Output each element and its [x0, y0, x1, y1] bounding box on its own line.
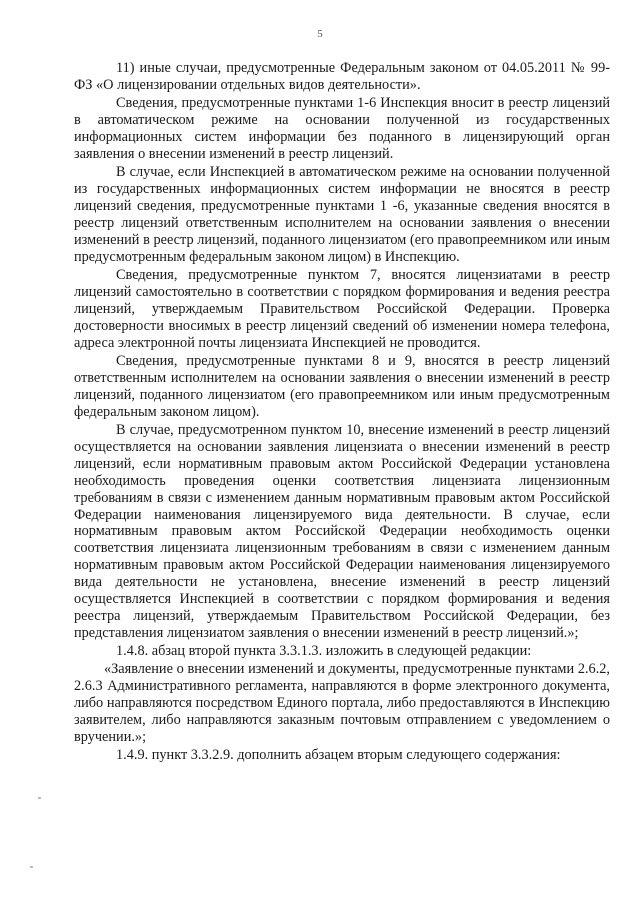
paragraph: Сведения, предусмотренные пунктом 7, вносятся лицензиатами в реестр лицензий самостоятельно в соответствии с порядком формирования и ведения реестра лицензий, утверждаемым Правительством Российской Федерации. Проверка достоверности вносимых в реестр лицензий сведений об изменении номера телефона, адреса электронной почты лицензиата Инспекцией не проводится.: [74, 267, 610, 351]
paragraph: В случае, предусмотренном пунктом 10, внесение изменений в реестр лицензий осуществляется на основании заявления лицензиата о внесении изменений в реестр лицензий, если нормативным правовым актом Российской Федерации установлена необходимость проведения оценки соответствия лицензиата лицензионным требованиям в связи с изменением данным нормативным правовым актом Российской Федерации наименования лицензируемого вида деятельности. В случае, если нормативным правовым актом Российской Федерации необходимость оценки соответствия лицензиата лицензионным требованиям в связи с изменением данным нормативным правовым актом Российской Федерации наименования лицензируемого вида деятельности не установлена, внесение изменений в реестр лицензий осуществляется Инспекцией в соответствии с порядком формирования и ведения реестра лицензий, утверждаемым Правительством Российской Федерации, без представления лицензиатом заявления о внесении изменений в реестр лицензий.»;: [74, 421, 610, 641]
scan-speck: [38, 797, 41, 799]
document-body: [74, 60, 610, 766]
paragraph: Сведения, предусмотренные пунктами 1-6 Инспекция вносит в реестр лицензий в автоматическом режиме на основании полученной из государственных информационных систем информации без поданного в лицензирующий орган заявления о внесении изменений в реестр лицензий.: [74, 95, 610, 162]
scan-speck: [30, 866, 33, 868]
paragraph-quoted-text: «Заявление о внесении изменений и документы, предусмотренные пунктами 2.6.2, 2.6.3 Административного регламента, направляются в форме электронного документа, либо направляются посредством Единого портала, либо предоставляются в Инспекцию заявителем, либо направляются заказным почтовым отправлением с уведомлением о вручении.»;: [74, 661, 610, 746]
page-number: 5: [317, 28, 323, 40]
paragraph-amendment-1-4-8: 1.4.8. абзац второй пункта 3.3.1.3. изложить в следующей редакции:: [116, 643, 532, 660]
paragraph: 11) иные случаи, предусмотренные Федеральным законом от 04.05.2011 № 99-ФЗ «О лицензировании отдельных видов деятельности».: [74, 60, 610, 93]
paragraph: Сведения, предусмотренные пунктами 8 и 9, вносятся в реестр лицензий ответственным исполнителем на основании заявления о внесении изменений в реестр лицензий, поданного лицензиатом (его правопреемником или иным предусмотренным федеральным законом лицом).: [74, 352, 610, 420]
paragraph-amendment-1-4-9: 1.4.9. пункт 3.3.2.9. дополнить абзацем вторым следующего содержания:: [116, 747, 561, 764]
paragraph: В случае, если Инспекцией в автоматическом режиме на основании полученной из государственных информационных систем информации не вносятся в реестр лицензий сведения, предусмотренные пунктами 1 -6, указанные сведения вносятся в реестр лицензий ответственным исполнителем на основании заявления о внесении изменений в реестр лицензий, поданного лицензиатом (его правопреемником или иным предусмотренным федеральным законом лицом) в Инспекцию.: [74, 164, 610, 265]
